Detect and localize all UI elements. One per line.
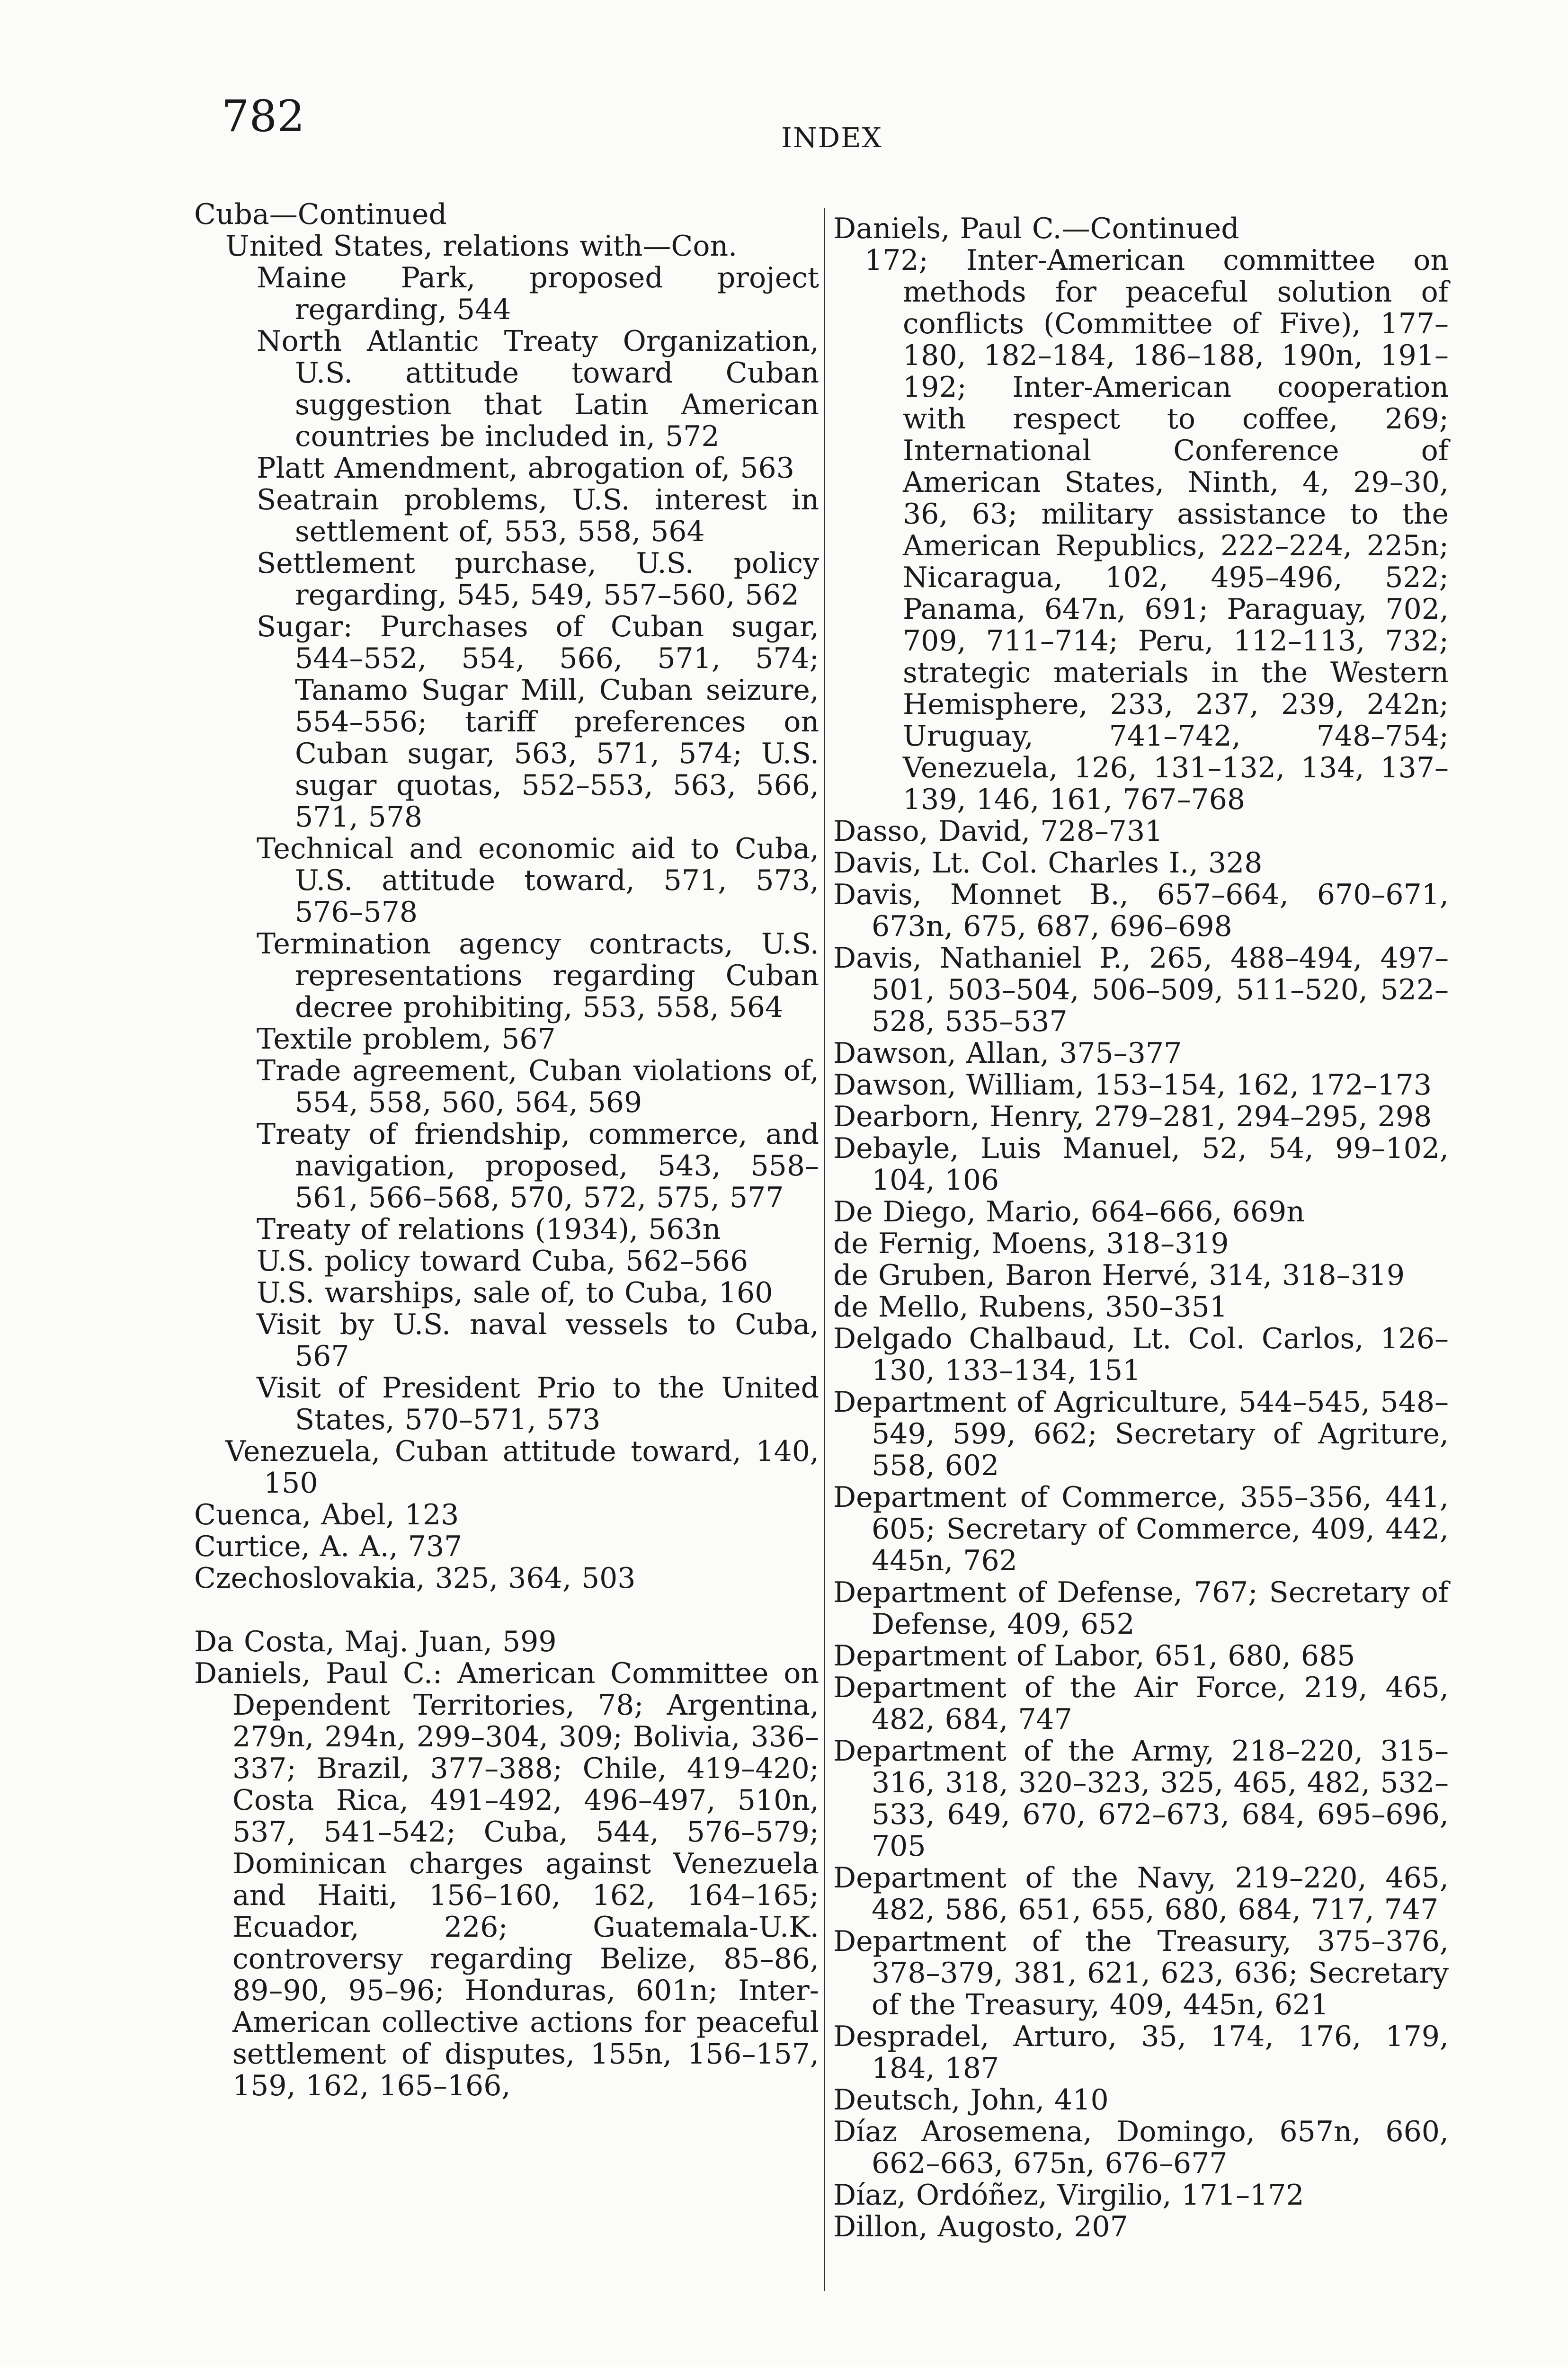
index-entry: Dawson, William, 153–154, 162, 172–173 xyxy=(833,1068,1432,1102)
index-entry: Dillon, Augosto, 207 xyxy=(833,2210,1128,2243)
index-entry: Delgado Chalbaud, Lt. Col. Carlos, 126–130, 133–134, 151 xyxy=(833,1322,1449,1387)
index-entry: Cuba—Continued xyxy=(194,198,447,231)
index-entry: Department of Agriculture, 544–545, 548–549, 599, 662; Secretary of Agriture, 558, 602 xyxy=(833,1386,1449,1482)
index-entry: Technical and economic aid to Cuba, U.S. attitude toward, 571, 573, 576–578 xyxy=(257,832,819,929)
index-entry: Debayle, Luis Manuel, 52, 54, 99–102, 104, 106 xyxy=(833,1132,1449,1197)
index-entry: Dearborn, Henry, 279–281, 294–295, 298 xyxy=(833,1100,1432,1133)
index-entry: De Diego, Mario, 664–666, 669n xyxy=(833,1195,1305,1228)
running-head: INDEX xyxy=(781,122,882,154)
index-entry: Davis, Monnet B., 657–664, 670–671, 673n, 675, 687, 696–698 xyxy=(833,878,1449,943)
index-entry: Department of Defense, 767; Secretary of Defense, 409, 652 xyxy=(833,1576,1449,1641)
index-column-right xyxy=(833,213,1449,2243)
index-entry: Díaz, Ordóñez, Virgilio, 171–172 xyxy=(833,2179,1304,2212)
index-entry: Díaz Arosemena, Domingo, 657n, 660, 662–663, 675n, 676–677 xyxy=(833,2115,1449,2180)
index-entry: Seatrain problems, U.S. interest in settlement of, 553, 558, 564 xyxy=(257,483,819,548)
index-entry: Czechoslovakia, 325, 364, 503 xyxy=(194,1562,636,1595)
index-entry: Settlement purchase, U.S. policy regarding, 545, 549, 557–560, 562 xyxy=(257,547,819,612)
index-entry: Venezuela, Cuban attitude toward, 140, 150 xyxy=(225,1435,819,1500)
index-entry: Davis, Lt. Col. Charles I., 328 xyxy=(833,846,1263,880)
index-entry: 172; Inter-American committee on methods for peaceful solution of conflicts (Committee of Five), 177–180, 182–184, 186–188, 190n, 191–192; Inter-American cooperation with respect to coffee, 269; International Conference of American States, Ninth, 4, 29–30, 36, 63; military assistance to the American Republics, 222–224, 225n; Nicaragua, 102, 495–496, 522; Panama, 647n, 691; Paraguay, 702, 709, 711–714; Peru, 112–113, 732; strategic materials in the Western Hemisphere, 233, 237, 239, 242n; Uruguay, 741–742, 748–754; Venezuela, 126, 131–132, 134, 137–139, 146, 161, 767–768 xyxy=(864,244,1449,816)
index-entry: U.S. warships, sale of, to Cuba, 160 xyxy=(257,1276,773,1309)
index-entry: Deutsch, John, 410 xyxy=(833,2083,1109,2117)
index-entry: Da Costa, Maj. Juan, 599 xyxy=(194,1625,557,1658)
index-entry: de Mello, Rubens, 350–351 xyxy=(833,1290,1228,1324)
index-entry: Department of the Navy, 219–220, 465, 482, 586, 651, 655, 680, 684, 717, 747 xyxy=(833,1861,1449,1926)
index-entry: Visit by U.S. naval vessels to Cuba, 567 xyxy=(257,1308,819,1373)
index-entry: Sugar: Purchases of Cuban sugar, 544–552, 554, 566, 571, 574; Tanamo Sugar Mill, Cuban seizure, 554–556; tariff preferences on Cuban sugar, 563, 571, 574; U.S. sugar quotas, 552–553, 563, 566, 571, 578 xyxy=(257,610,819,834)
entry-gap xyxy=(194,1594,819,1626)
index-entry: Textile problem, 567 xyxy=(257,1023,556,1056)
index-entry: Daniels, Paul C.: American Committee on Dependent Territories, 78; Argentina, 279n, 294n, 299–304, 309; Bolivia, 336–337; Brazil, 377–388; Chile, 419–420; Costa Rica, 491–492, 496–497, 510n, 537, 541–542; Cuba, 544, 576–579; Dominican charges against Venezuela and Haiti, 156–160, 162, 164–165; Ecuador, 226; Guatemala-U.K. controversy regarding Belize, 85–86, 89–90, 95–96; Honduras, 601n; Inter-American collective actions for peaceful settlement of disputes, 155n, 156–157, 159, 162, 165–166, xyxy=(194,1657,819,2102)
page-number: 782 xyxy=(222,91,305,142)
index-entry: Treaty of friendship, commerce, and navigation, proposed, 543, 558–561, 566–568, 570, 572, 575, 577 xyxy=(257,1118,819,1214)
index-entry: Dawson, Allan, 375–377 xyxy=(833,1037,1182,1070)
index-entry: Department of the Treasury, 375–376, 378–379, 381, 621, 623, 636; Secretary of the Treasury, 409, 445n, 621 xyxy=(833,1925,1449,2021)
index-entry: Treaty of relations (1934), 563n xyxy=(257,1213,721,1246)
index-entry: Termination agency contracts, U.S. representations regarding Cuban decree prohibiting, 553, 558, 564 xyxy=(257,927,819,1024)
index-entry: Daniels, Paul C.—Continued xyxy=(833,212,1239,245)
index-entry: de Gruben, Baron Hervé, 314, 318–319 xyxy=(833,1259,1405,1292)
index-entry: North Atlantic Treaty Organization, U.S. attitude toward Cuban suggestion that Latin American countries be included in, 572 xyxy=(257,325,819,453)
index-entry: Cuenca, Abel, 123 xyxy=(194,1498,459,1531)
index-entry: Davis, Nathaniel P., 265, 488–494, 497–501, 503–504, 506–509, 511–520, 522–528, 535–537 xyxy=(833,942,1449,1038)
column-divider xyxy=(824,208,825,2291)
index-entry: Curtice, A. A., 737 xyxy=(194,1530,463,1563)
index-entry: Department of Commerce, 355–356, 441, 605; Secretary of Commerce, 409, 442, 445n, 762 xyxy=(833,1481,1449,1577)
index-entry: Visit of President Prio to the United States, 570–571, 573 xyxy=(257,1371,819,1436)
index-entry: Department of the Air Force, 219, 465, 482, 684, 747 xyxy=(833,1671,1449,1736)
index-entry: Maine Park, proposed project regarding, 544 xyxy=(257,261,819,326)
index-entry: Department of the Army, 218–220, 315–316, 318, 320–323, 325, 465, 482, 532–533, 649, 670, 672–673, 684, 695–696, 705 xyxy=(833,1735,1449,1863)
index-entry: United States, relations with—Con. xyxy=(225,230,738,263)
index-entry: U.S. policy toward Cuba, 562–566 xyxy=(257,1245,748,1278)
index-entry: Trade agreement, Cuban violations of, 554, 558, 560, 564, 569 xyxy=(257,1054,819,1119)
index-entry: de Fernig, Moens, 318–319 xyxy=(833,1227,1229,1260)
index-entry: Despradel, Arturo, 35, 174, 176, 179, 184, 187 xyxy=(833,2020,1449,2085)
index-entry: Department of Labor, 651, 680, 685 xyxy=(833,1639,1355,1673)
index-entry: Dasso, David, 728–731 xyxy=(833,815,1163,848)
index-entry: Platt Amendment, abrogation of, 563 xyxy=(257,452,794,485)
index-column-left xyxy=(194,199,819,2102)
